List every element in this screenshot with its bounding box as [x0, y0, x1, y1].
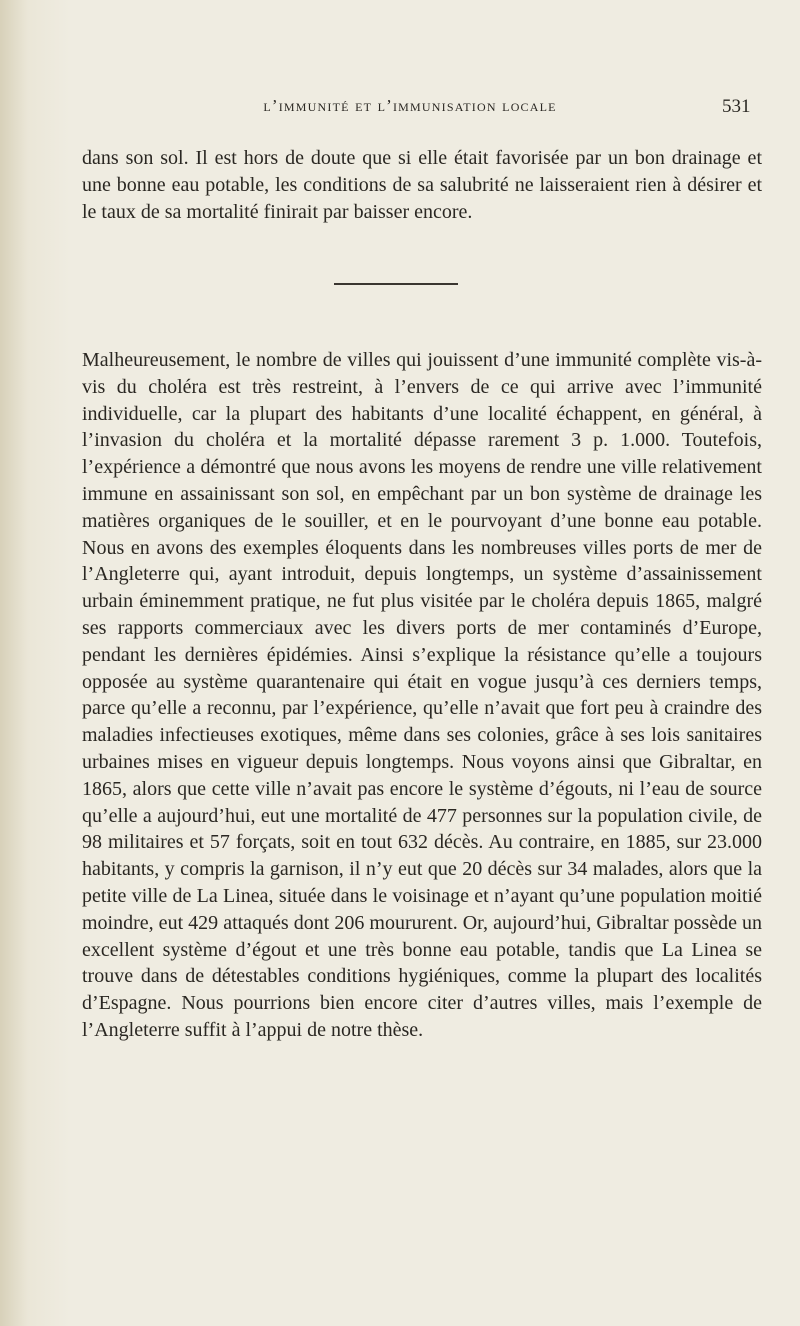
- page-number: 531: [722, 96, 751, 117]
- section-separator-rule: [334, 283, 458, 285]
- paragraph-continuation: dans son sol. Il est hors de doute que si elle était favorisée par un bon drainage et une bonne eau potable, les conditions de sa salubrité ne laisseraient rien à désirer et le taux de sa mortalité finirait par baisser encore.: [82, 147, 762, 223]
- paragraph-main: Malheureusement, le nombre de villes qui jouissent d’une immunité complète vis-à-vis du choléra est très restreint, à l’envers de ce qui arrive avec l’immunité individuelle, car la plupart des habitants d’une localité échappent, en général, à l’invasion du choléra et la mortalité dépasse rarement 3 p. 1.000. Toutefois, l’expérience a démontré que nous avons les moyens de rendre une ville relativement immune en assainissant son sol, en empêchant par un bon système de drainage les matières organiques de le souiller, et en le pourvoyant d’une bonne eau potable. Nous en avons des exemples éloquents dans les nombreuses villes ports de mer de l’Angleterre qui, ayant introduit, depuis longtemps, un système d’assainissement urbain éminemment pratique, ne fut plus visitée par le choléra depuis 1865, malgré ses rapports commerciaux avec les divers ports de mer contaminés d’Europe, pendant les dernières épidémies. Ainsi s’explique la résistance qu’elle a toujours opposée au système quarantenaire qui était en vogue jusqu’à ces derniers temps, parce qu’elle a reconnu, par l’expérience, qu’elle n’avait que fort peu à craindre des maladies infectieuses exotiques, même dans ses colonies, grâce à ses lois sanitaires urbaines mises en vigueur depuis longtemps. Nous voyons ainsi que Gibraltar, en 1865, alors que cette ville n’avait pas encore le système d’égouts, ni l’eau de source qu’elle a aujourd’hui, eut une mortalité de 477 personnes sur la population civile, de 98 militaires et 57 forçats, soit en tout 632 décès. Au contraire, en 1885, sur 23.000 habitants, y compris la garnison, il n’y eut que 20 décès sur 34 malades, alors que la petite ville de La Linea, située dans le voisinage et n’ayant qu’une population moitié moindre, eut 429 attaqués dont 206 moururent. Or, aujourd’hui, Gibraltar possède un excellent système d’égout et une très bonne eau potable, tandis que La Linea se trouve dans de détestables conditions hygiéniques, comme la plupart des localités d’Espagne. Nous pourrions bien encore citer d’autres villes, mais l’exemple de l’Angleterre suffit à l’appui de notre thèse.: [82, 349, 762, 1041]
- running-head-title: l’immunité et l’immunisation locale: [263, 96, 557, 115]
